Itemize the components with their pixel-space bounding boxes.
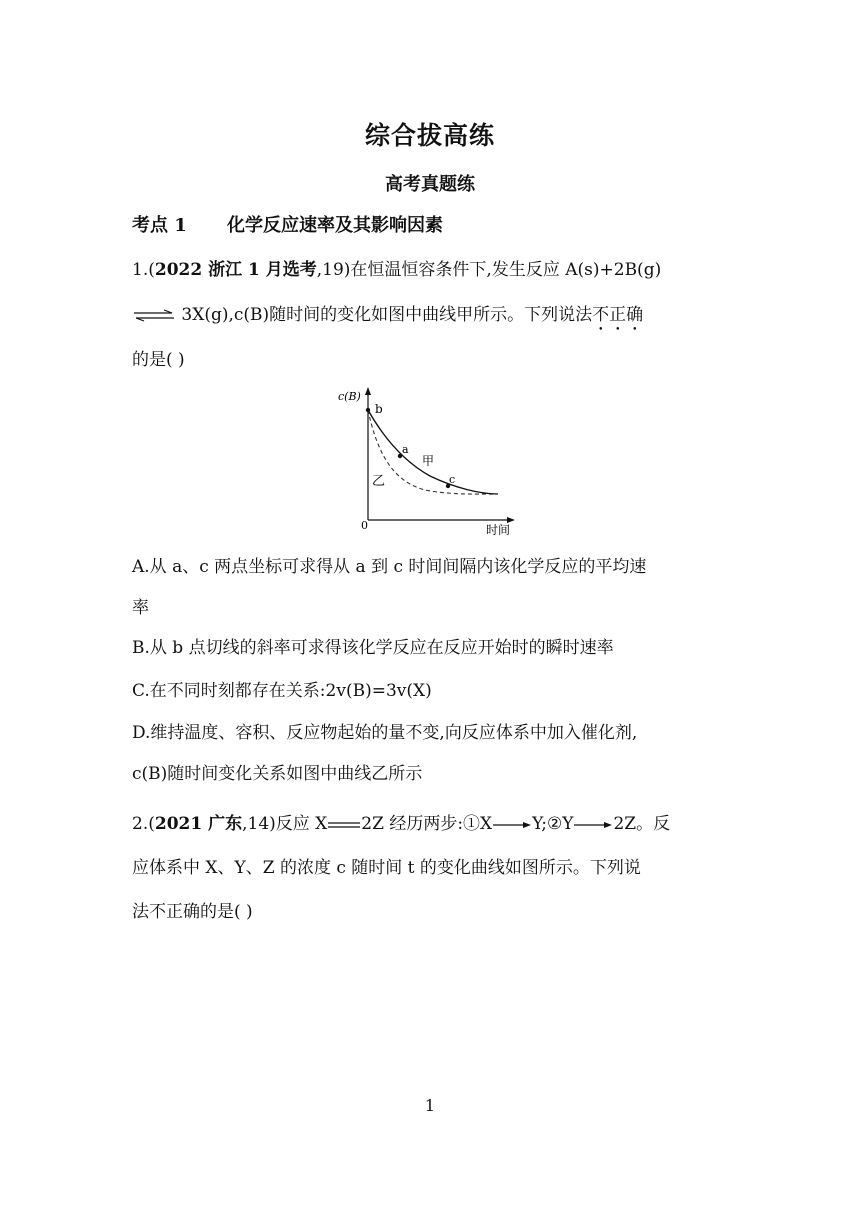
q2-part-c: Y;②Y: [532, 814, 574, 834]
q2-source: 2021 广东: [154, 814, 243, 834]
curve-yi: [368, 410, 498, 494]
page-number: 1: [424, 1096, 436, 1115]
q2-part-d: 2Z。反: [613, 814, 671, 834]
curve-jia: [368, 410, 498, 494]
q2-line-2: 应体系中 X、Y、Z 的浓度 c 随时间 t 的变化曲线如图所示。下列说: [132, 858, 641, 878]
curve-yi-label: 乙: [372, 474, 386, 489]
q1-line-3: 的是( ): [132, 350, 185, 370]
section-heading: [132, 211, 443, 237]
equilibrium-arrow-icon: [132, 309, 176, 323]
q1-source-rest: ,19)在恒温恒容条件下,发生反应 A(s)+2B(g): [316, 260, 662, 280]
y-axis-arrow: [365, 387, 371, 395]
equals-sign-icon: [327, 820, 361, 830]
option-c: C.在不同时刻都存在关系:2v(B)=3v(X): [132, 681, 432, 701]
point-a-label: a: [402, 443, 409, 456]
option-d-line-1: D.维持温度、容积、反应物起始的量不变,向反应体系中加入催化剂,: [132, 723, 638, 743]
point-b-label: b: [375, 402, 383, 416]
x-axis-label: 时间: [486, 523, 511, 537]
origin-label: 0: [361, 519, 368, 532]
q1-line-2-text: 3X(g),c(B)随时间的变化如图中曲线甲所示。下列说法: [181, 305, 593, 325]
q2-source-rest: ,14)反应 X: [242, 814, 328, 834]
q2-line-1: [132, 812, 670, 836]
point-c-label: c: [449, 473, 456, 486]
section-tag: 考点 1: [132, 215, 187, 236]
option-a-line-2: 率: [132, 598, 149, 618]
section-name: 化学反应速率及其影响因素: [227, 215, 443, 236]
concentration-graph: [330, 382, 530, 540]
q1-number: 1.(: [132, 260, 155, 280]
q1-line-1: [132, 258, 661, 282]
right-arrow-icon: [492, 820, 532, 830]
q2-line-3: 法不正确的是( ): [132, 902, 253, 922]
q2-part-b: 2Z 经历两步:①X: [361, 814, 493, 834]
right-arrow-icon: [573, 820, 613, 830]
q1-line-2: [132, 303, 643, 335]
page-subtitle: 高考真题练: [385, 174, 475, 195]
option-d-line-2: c(B)随时间变化关系如图中曲线乙所示: [132, 764, 423, 784]
y-axis-label: c(B): [338, 390, 361, 403]
option-a-line-1: A.从 a、c 两点坐标可求得从 a 到 c 时间间隔内该化学反应的平均速: [132, 557, 647, 577]
q1-emphasis: 不正确: [592, 305, 644, 325]
curve-jia-label: 甲: [422, 454, 435, 468]
option-b: B.从 b 点切线的斜率可求得该化学反应在反应开始时的瞬时速率: [132, 638, 614, 658]
q2-number: 2.(: [132, 814, 155, 834]
q1-source: 2022 浙江 1 月选考: [154, 260, 317, 280]
page-title: 综合拔高练: [364, 121, 495, 150]
point-b-marker: [366, 408, 370, 412]
